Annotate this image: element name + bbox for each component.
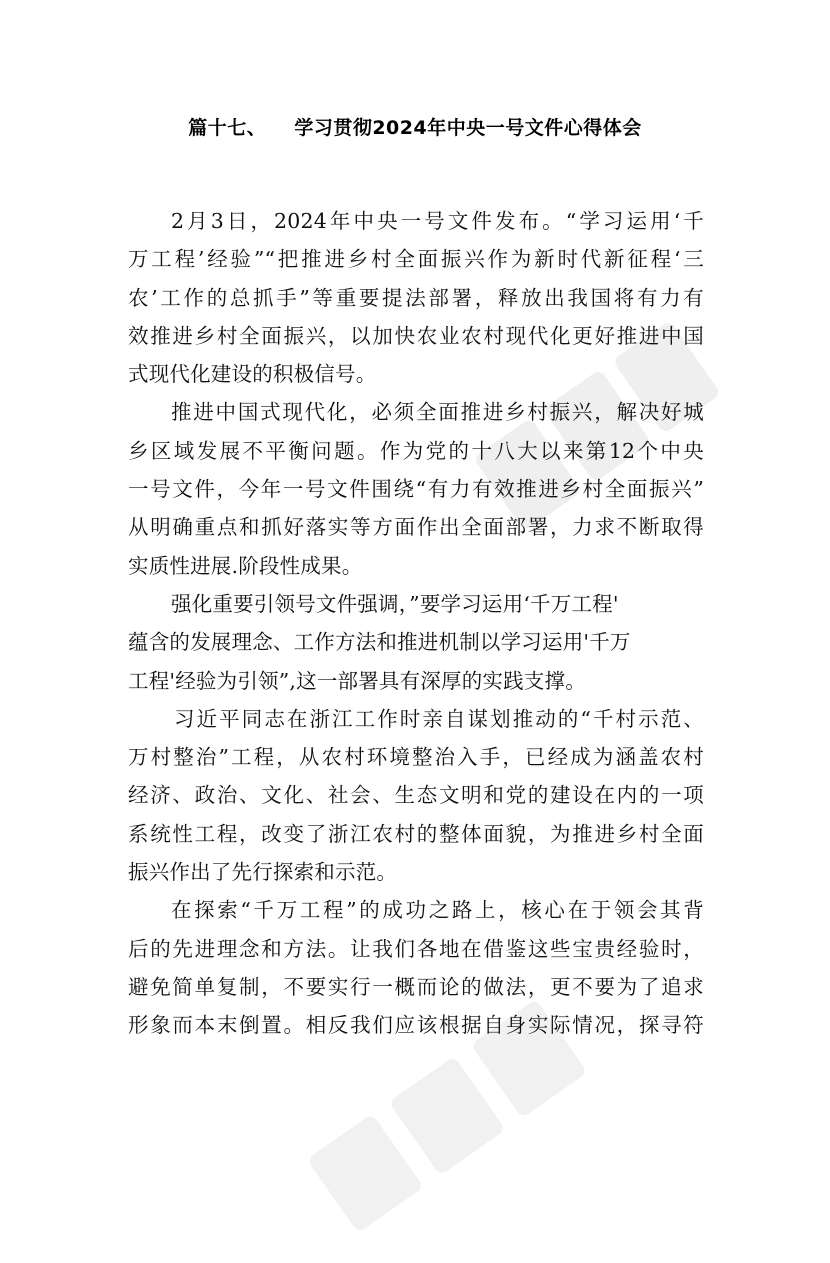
paragraph-line: 振兴作出了先行探索和示范。 [128, 860, 398, 885]
paragraph-line: 形象而本末倒置。相反我们应该根据自身实际情况，探寻符 [128, 1013, 704, 1038]
paragraph-line: 在探索“千万工程”的成功之路上，核心在于领会其背 [171, 898, 704, 923]
document-body [128, 202, 704, 1045]
paragraph-line: 推进中国式现代化，必须全面推进乡村振兴，解决好城 [171, 400, 704, 425]
paragraph-line: 乡区域发展不平衡问题。作为党的十八大以来第12个中央 [128, 438, 704, 463]
paragraph-line: 系统性工程，改变了浙江农村的整体面貌，为推进乡村全面 [128, 821, 704, 846]
paragraph-line: 后的先进理念和方法。让我们各地在借鉴这些宝贵经验时， [128, 936, 704, 961]
paragraph-line: 一号文件，今年一号文件围绕“有力有效推进乡村全面振兴” [128, 477, 704, 502]
paragraph-line: 万村整治”工程，从农村环境整治入手，已经成为涵盖农村 [128, 745, 704, 770]
paragraph-line: 习近平同志在浙江工作时亲自谋划推动的“千村示范、 [174, 706, 704, 731]
paragraph-line: 强化重要引领号文件强调，”要学习运用‘千万工程' [171, 591, 619, 616]
paragraph-line: 效推进乡村全面振兴，以加快农业农村现代化更好推进中国 [128, 323, 704, 348]
title-number: 篇十七、 [188, 117, 267, 139]
paragraph-line: 蕴含的发展理念、工作方法和推进机制以学习运用'千万 [128, 630, 631, 655]
paragraph-line: 农’工作的总抓手”等重要提法部署，释放出我国将有力有 [128, 285, 704, 310]
paragraph-line: 2月3日，2024年中央一号文件发布。“学习运用‘千 [171, 209, 704, 233]
paragraph-line: 经济、政治、文化、社会、生态文明和党的建设在内的一项 [128, 783, 704, 808]
page-title [0, 113, 830, 140]
paragraph-line: 万工程’经验”“把推进乡村全面振兴作为新时代新征程‘三 [128, 247, 704, 272]
paragraph-line: 实质性进展.阶段性成果。 [128, 553, 363, 578]
title-text: 学习贯彻2024年中央一号文件心得体会 [294, 117, 642, 139]
paragraph-line: 从明确重点和抓好落实等方面作出全面部署，力求不断取得 [128, 515, 704, 540]
paragraph-line: 避免简单复制，不要实行一概而论的做法，更不要为了追求 [128, 974, 704, 999]
paragraph-line: 式现代化建设的积极信号。 [128, 362, 377, 387]
paragraph-line: 工程'经验为引领”,这一部署具有深厚的实践支撑。 [128, 668, 586, 693]
